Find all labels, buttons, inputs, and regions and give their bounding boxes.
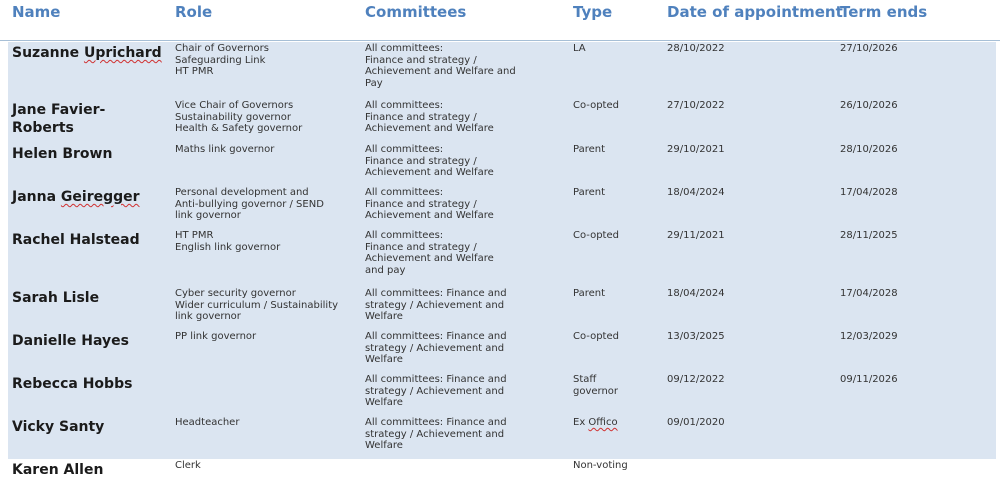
cell-line: PP link governor bbox=[175, 331, 257, 342]
term-ends-cell: 17/04/2028 bbox=[840, 187, 898, 198]
cell-line: Staff bbox=[573, 374, 597, 385]
role-cell bbox=[175, 230, 357, 253]
cell-line: Welfare bbox=[365, 397, 403, 409]
cell-line: Rachel Halstead bbox=[12, 232, 140, 248]
name-cell bbox=[12, 145, 172, 163]
committees-cell bbox=[365, 187, 551, 222]
cell-line: Pay bbox=[365, 77, 383, 89]
cell-line: Finance and strategy / bbox=[365, 241, 477, 253]
name-cell bbox=[12, 289, 172, 307]
name-cell bbox=[12, 188, 172, 206]
header-role: Role bbox=[175, 3, 213, 21]
term-ends-cell: 28/10/2026 bbox=[840, 144, 898, 155]
term-ends-cell: 28/11/2025 bbox=[840, 230, 898, 241]
committees-cell bbox=[365, 288, 551, 323]
term-ends-cell: 09/11/2026 bbox=[840, 374, 898, 385]
cell-line: All committees: bbox=[365, 43, 444, 54]
type-cell bbox=[573, 144, 653, 156]
cell-line: Non-voting bbox=[573, 460, 628, 471]
role-cell bbox=[175, 417, 357, 429]
committees-cell bbox=[365, 331, 551, 366]
cell-line: Achievement and Welfare bbox=[365, 167, 494, 179]
table-header bbox=[0, 0, 1000, 41]
committees-cell bbox=[365, 417, 551, 452]
term-ends-cell: 27/10/2026 bbox=[840, 43, 898, 54]
cell-line: HT PMR bbox=[175, 230, 214, 241]
date-of-appointment-cell: 27/10/2022 bbox=[667, 100, 725, 111]
name-cell bbox=[12, 101, 172, 137]
name-cell bbox=[12, 418, 172, 436]
date-of-appointment-cell: 09/01/2020 bbox=[667, 417, 725, 428]
role-cell bbox=[175, 144, 357, 156]
cell-line: Co-opted bbox=[573, 331, 619, 342]
cell-line: strategy / Achievement and bbox=[365, 428, 505, 440]
cell-line: Parent bbox=[573, 144, 606, 155]
cell-line: All committees: Finance and bbox=[365, 417, 507, 428]
table-row bbox=[8, 373, 996, 416]
header-type: Type bbox=[573, 3, 613, 21]
cell-line: link governor bbox=[175, 311, 241, 323]
name-cell bbox=[12, 461, 172, 479]
type-cell bbox=[573, 331, 653, 343]
cell-line: Finance and strategy / bbox=[365, 155, 477, 167]
cell-line: governor bbox=[573, 385, 619, 397]
name-cell bbox=[12, 332, 172, 350]
date-of-appointment-cell: 29/10/2021 bbox=[667, 144, 725, 155]
table-row bbox=[8, 186, 996, 229]
committees-cell bbox=[365, 230, 551, 276]
cell-line: All committees: Finance and bbox=[365, 288, 507, 299]
name-cell bbox=[12, 375, 172, 393]
date-of-appointment-cell: 13/03/2025 bbox=[667, 331, 725, 342]
cell-line: Helen Brown bbox=[12, 146, 113, 162]
header-name: Name bbox=[12, 3, 61, 21]
cell-line: Sustainability governor bbox=[175, 111, 291, 123]
type-cell bbox=[573, 100, 653, 112]
role-cell bbox=[175, 187, 357, 222]
table-row bbox=[8, 287, 996, 330]
cell-line: Chair of Governors bbox=[175, 43, 269, 54]
table-row bbox=[8, 330, 996, 373]
role-cell bbox=[175, 331, 357, 343]
header-committees: Committees bbox=[365, 3, 467, 21]
cell-line: Co-opted bbox=[573, 100, 619, 111]
cell-line: and pay bbox=[365, 264, 406, 276]
cell-line: strategy / Achievement and bbox=[365, 342, 505, 354]
cell-line: Welfare bbox=[365, 354, 403, 366]
cell-line: strategy / Achievement and bbox=[365, 385, 505, 397]
cell-line: All committees: bbox=[365, 187, 444, 198]
cell-line: Karen Allen bbox=[12, 462, 104, 478]
type-cell bbox=[573, 460, 653, 472]
cell-line: Welfare bbox=[365, 311, 403, 323]
type-cell bbox=[573, 417, 653, 429]
date-of-appointment-cell: 29/11/2021 bbox=[667, 230, 725, 241]
cell-line: Anti-bullying governor / SEND bbox=[175, 198, 324, 210]
date-of-appointment-cell: 28/10/2022 bbox=[667, 43, 725, 54]
cell-line: Co-opted bbox=[573, 230, 619, 241]
cell-line: Maths link governor bbox=[175, 144, 275, 155]
role-cell bbox=[175, 43, 357, 78]
name-cell bbox=[12, 231, 172, 249]
table-row bbox=[8, 99, 996, 143]
cell-line: Sarah Lisle bbox=[12, 290, 100, 306]
date-of-appointment-cell: 09/12/2022 bbox=[667, 374, 725, 385]
date-of-appointment-cell: 18/04/2024 bbox=[667, 187, 725, 198]
term-ends-cell: 17/04/2028 bbox=[840, 288, 898, 299]
spellcheck-word: Geiregger bbox=[60, 189, 140, 205]
cell-line: English link governor bbox=[175, 241, 281, 253]
table-row bbox=[8, 42, 996, 99]
cell-line: All committees: bbox=[365, 100, 444, 111]
cell-line: LA bbox=[573, 43, 586, 54]
cell-line: Achievement and Welfare and bbox=[365, 66, 516, 78]
cell-line: Achievement and Welfare bbox=[365, 253, 494, 265]
role-cell bbox=[175, 288, 357, 323]
header-term-ends: Term ends bbox=[840, 3, 928, 21]
cell-line: Wider curriculum / Sustainability bbox=[175, 299, 339, 311]
cell-line: Roberts bbox=[12, 120, 74, 136]
cell-line: Personal development and bbox=[175, 187, 309, 198]
cell-line: All committees: Finance and bbox=[365, 331, 507, 342]
cell-line: Rebecca Hobbs bbox=[12, 376, 133, 392]
type-cell bbox=[573, 288, 653, 300]
date-of-appointment-cell: 18/04/2024 bbox=[667, 288, 725, 299]
cell-line: Clerk bbox=[175, 460, 201, 471]
cell-line: Achievement and Welfare bbox=[365, 210, 494, 222]
table-row bbox=[8, 143, 996, 186]
cell-line: Janna Geiregger bbox=[12, 189, 140, 205]
cell-line: Finance and strategy / bbox=[365, 54, 477, 66]
cell-line: Finance and strategy / bbox=[365, 111, 477, 123]
name-cell bbox=[12, 44, 172, 62]
cell-line: All committees: bbox=[365, 144, 444, 155]
cell-line: Welfare bbox=[365, 440, 403, 452]
committees-cell bbox=[365, 43, 551, 89]
type-cell bbox=[573, 43, 653, 55]
cell-line: Vicky Santy bbox=[12, 419, 105, 435]
cell-line: Parent bbox=[573, 288, 606, 299]
type-cell bbox=[573, 187, 653, 199]
cell-line: Ex Offico bbox=[573, 417, 618, 428]
spellcheck-word: Uprichard bbox=[83, 45, 162, 61]
term-ends-cell: 26/10/2026 bbox=[840, 100, 898, 111]
cell-line: strategy / Achievement and bbox=[365, 299, 505, 311]
cell-line: Vice Chair of Governors bbox=[175, 100, 294, 111]
cell-line: Safeguarding Link bbox=[175, 54, 266, 66]
cell-line: All committees: Finance and bbox=[365, 374, 507, 385]
cell-line: Finance and strategy / bbox=[365, 198, 477, 210]
role-cell bbox=[175, 460, 357, 472]
cell-line: Jane Favier- bbox=[12, 102, 106, 118]
cell-line: Suzanne Uprichard bbox=[12, 45, 162, 61]
type-cell bbox=[573, 230, 653, 242]
table-row bbox=[8, 416, 996, 459]
committees-cell bbox=[365, 144, 551, 179]
committees-cell bbox=[365, 100, 551, 135]
cell-line: HT PMR bbox=[175, 66, 214, 78]
cell-line: Headteacher bbox=[175, 417, 240, 428]
cell-line: Danielle Hayes bbox=[12, 333, 129, 349]
cell-line: Achievement and Welfare bbox=[365, 123, 494, 135]
table-row bbox=[8, 229, 996, 287]
header-date-of-appointment: Date of appointment bbox=[667, 3, 843, 21]
spellcheck-word: Offico bbox=[588, 417, 618, 428]
role-cell bbox=[175, 100, 357, 135]
cell-line: Health & Safety governor bbox=[175, 123, 303, 135]
cell-line: Cyber security governor bbox=[175, 288, 296, 299]
table-row bbox=[8, 459, 996, 496]
term-ends-cell: 12/03/2029 bbox=[840, 331, 898, 342]
cell-line: link governor bbox=[175, 210, 241, 222]
type-cell bbox=[573, 374, 653, 397]
cell-line: Parent bbox=[573, 187, 606, 198]
cell-line: All committees: bbox=[365, 230, 444, 241]
committees-cell bbox=[365, 374, 551, 409]
